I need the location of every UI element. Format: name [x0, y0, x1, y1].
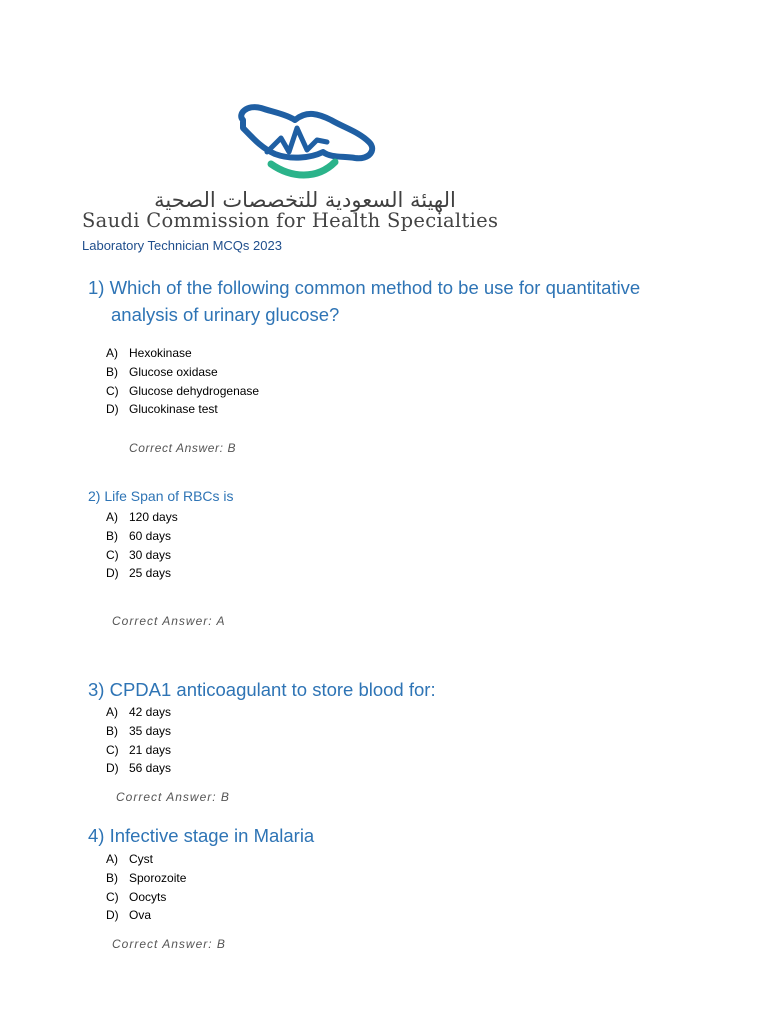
question-text: Life Span of RBCs is — [104, 488, 234, 504]
option-item — [106, 741, 171, 760]
option-letter: C) — [106, 889, 119, 904]
option-item — [106, 869, 186, 888]
option-item — [106, 906, 186, 925]
question-2-title — [88, 488, 234, 504]
option-text: Hexokinase — [129, 346, 192, 360]
option-letter: C) — [106, 547, 119, 562]
option-item — [106, 703, 171, 722]
option-letter: A) — [106, 346, 118, 360]
question-4-options — [106, 850, 186, 925]
option-item — [106, 564, 178, 583]
option-item — [106, 759, 171, 778]
option-letter: A) — [106, 510, 118, 524]
question-3-answer: Correct Answer: B — [116, 790, 230, 804]
option-letter: B) — [106, 364, 118, 379]
option-text: 30 days — [129, 547, 172, 562]
option-item — [106, 400, 259, 419]
question-1-title — [88, 274, 640, 328]
option-text: Glucokinase test — [129, 402, 218, 417]
question-number: 4) — [88, 825, 105, 846]
option-text: 56 days — [129, 761, 172, 776]
question-text: Infective stage in Malaria — [109, 825, 315, 846]
option-item — [106, 527, 178, 546]
option-text: Oocyts — [129, 889, 167, 904]
option-letter: D) — [106, 566, 119, 581]
option-letter: A) — [106, 705, 118, 719]
option-item — [106, 722, 171, 741]
question-number: 1) — [88, 277, 105, 298]
option-text: 120 days — [129, 510, 178, 524]
question-text: CPDA1 anticoagulant to store blood for: — [109, 679, 436, 700]
option-text: 60 days — [129, 528, 172, 543]
question-1-answer: Correct Answer: B — [129, 441, 237, 455]
option-text: 35 days — [129, 723, 172, 738]
option-letter: D) — [106, 402, 119, 417]
question-number: 3) — [88, 679, 105, 700]
scfhs-logo-icon — [231, 100, 381, 190]
question-3-title — [88, 679, 436, 701]
option-letter: B) — [106, 528, 118, 543]
option-text: 42 days — [129, 705, 172, 719]
option-text: Glucose dehydrogenase — [129, 383, 260, 398]
option-letter: D) — [106, 761, 119, 776]
option-item — [106, 508, 178, 527]
document-subtitle: Laboratory Technician MCQs 2023 — [82, 238, 282, 253]
organization-english-name: Saudi Commission for Health Specialties — [82, 209, 499, 232]
option-item — [106, 344, 259, 363]
option-text: Glucose oxidase — [129, 364, 218, 379]
option-letter: C) — [106, 383, 119, 398]
option-item — [106, 546, 178, 565]
option-letter: D) — [106, 908, 119, 923]
question-1-options — [106, 344, 259, 419]
question-4-answer: Correct Answer: B — [112, 937, 226, 951]
question-3-options — [106, 703, 171, 778]
option-item — [106, 850, 186, 869]
option-letter: B) — [106, 870, 118, 885]
option-letter: A) — [106, 852, 118, 866]
question-2-options — [106, 508, 178, 583]
question-text: Which of the following common method to be use for quantitative — [109, 277, 641, 298]
option-text: 21 days — [129, 742, 172, 757]
option-letter: C) — [106, 742, 119, 757]
question-number: 2) — [88, 488, 101, 504]
question-4-title — [88, 825, 314, 847]
option-text: Ova — [129, 908, 152, 923]
question-text-continued: analysis of urinary glucose? — [111, 304, 340, 325]
option-text: 25 days — [129, 566, 172, 581]
option-item — [106, 888, 186, 907]
option-item — [106, 382, 259, 401]
option-item — [106, 363, 259, 382]
option-text: Sporozoite — [129, 870, 187, 885]
question-2-answer: Correct Answer: A — [112, 614, 226, 628]
option-letter: B) — [106, 723, 118, 738]
organization-arabic-name: الهيئة السعودية للتخصصات الصحية — [154, 188, 456, 212]
option-text: Cyst — [129, 852, 153, 866]
